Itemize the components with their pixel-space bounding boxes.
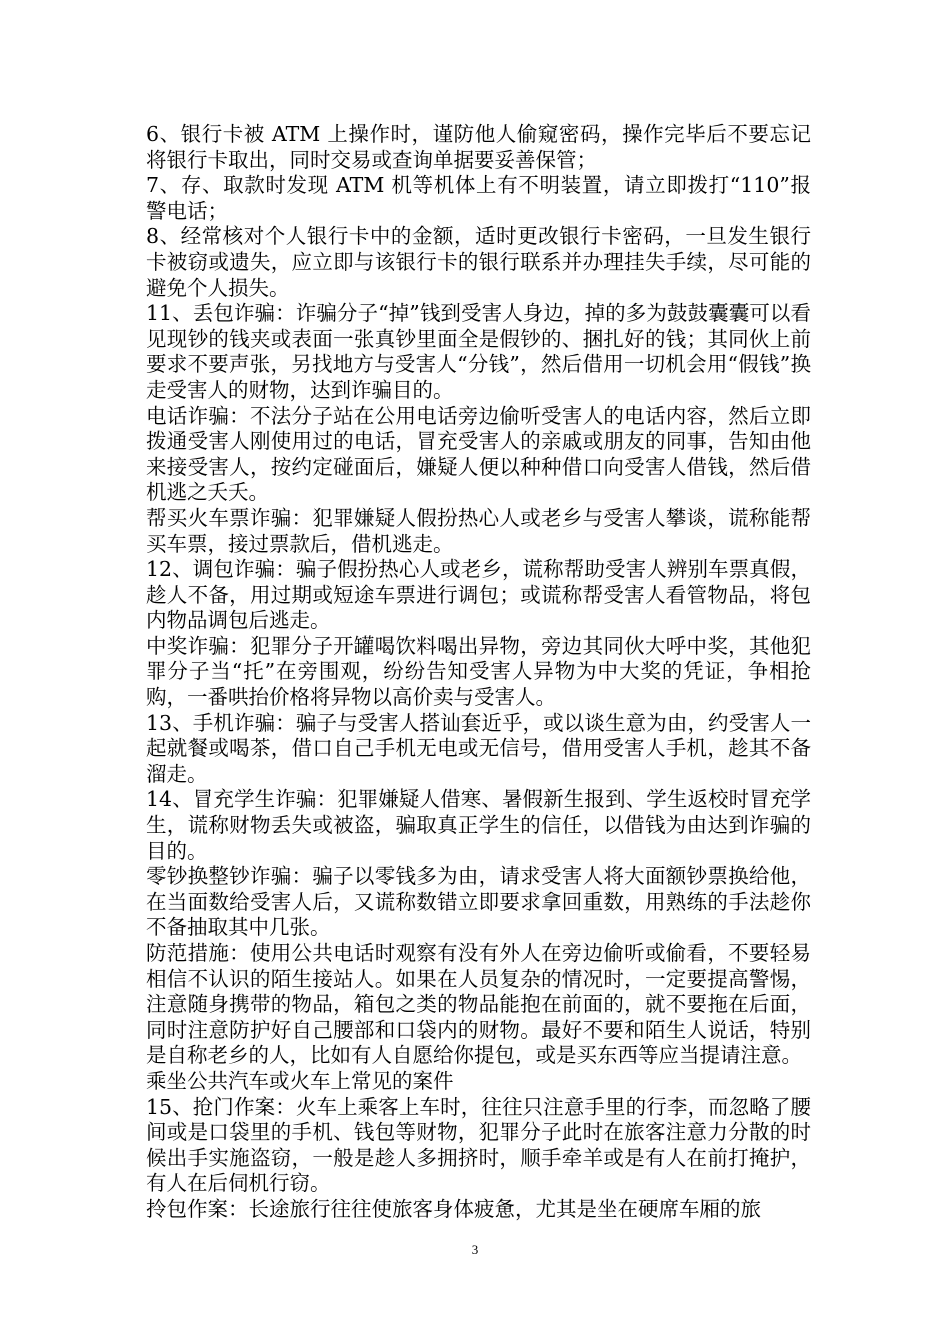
paragraph-train-ticket-scam: 帮买火车票诈骗：犯罪嫌疑人假扮热心人或老乡与受害人攀谈，谎称能帮买车票，接过票款后，借机逃走。: [146, 505, 811, 556]
page-number: 3: [471, 1242, 479, 1257]
paragraph-atm-unknown-device: 7、存、取款时发现 ATM 机等机体上有不明装置，请立即拨打“110”报警电话；: [146, 173, 811, 223]
paragraph-mobile-phone-scam: 13、手机诈骗：骗子与受害人搭讪套近乎，或以谈生意为由，约受害人一起就餐或喝茶，借口自己手机无电或无信号，借用受害人手机，趁其不备溜走。: [146, 710, 811, 786]
section-heading-transport-cases: 乘坐公共汽车或火车上常见的案件: [146, 1068, 454, 1093]
paragraph-bag-theft: 拎包作案：长途旅行往往使旅客身体疲惫，尤其是坐在硬席车厢的旅: [146, 1196, 761, 1221]
paragraph-fake-student-scam: 14、冒充学生诈骗：犯罪嫌疑人借寒、暑假新生报到、学生返校时冒充学生，谎称财物丢失或被盗，骗取真正学生的信任，以借钱为由达到诈骗的目的。: [146, 787, 811, 863]
paragraph-dropped-wallet-scam: 11、丢包诈骗：诈骗分子“掉”钱到受害人身边，掉的多为鼓鼓囊囊可以看见现钞的钱夹或表面一张真钞里面全是假钞的、捆扎好的钱；其同伙上前要求不要声张，另找地方与受害人“分钱”，然后借用一切机会用“假钱”换走受害人的财物，达到诈骗目的。: [146, 301, 811, 402]
paragraph-switch-bag-scam: 12、调包诈骗：骗子假扮热心人或老乡，谎称帮助受害人辨别车票真假，趁人不备，用过期或短途车票进行调包；或谎称帮受害人看管物品，将包内物品调包后逃走。: [146, 557, 811, 633]
paragraph-check-balance: 8、经常核对个人银行卡中的金额，适时更改银行卡密码，一旦发生银行卡被窃或遗失，应立即与该银行卡的银行联系并办理挂失手续，尽可能的避免个人损失。: [146, 224, 811, 300]
paragraph-door-crowding-theft: 15、抢门作案：火车上乘客上车时，往往只注意手里的行李，而忽略了腰间或是口袋里的手机、钱包等财物，犯罪分子此时在旅客注意力分散的时候出手实施盗窃，一般是趁人多拥挤时，顺手牵羊或是有人在前打掩护，有人在后伺机行窃。: [146, 1094, 811, 1196]
paragraph-prevention-measures: 防范措施：使用公共电话时观察有没有外人在旁边偷听或偷看，不要轻易相信不认识的陌生接站人。如果在人员复杂的情况时，一定要提高警惕，注意随身携带的物品，箱包之类的物品能抱在前面的，就不要拖在后面，同时注意防护好自己腰部和口袋内的财物。最好不要和陌生人说话，特别是自称老乡的人，比如有人自愿给你提包，或是买东西等应当提请注意。: [146, 941, 811, 1068]
document-body: [146, 122, 811, 1223]
paragraph-lottery-scam: 中奖诈骗：犯罪分子开罐喝饮料喝出异物，旁边其同伙大呼中奖，其他犯罪分子当“托”在旁围观，纷纷告知受害人异物为中大奖的凭证，争相抢购，一番哄抬价格将异物以高价卖与受害人。: [146, 633, 811, 710]
paragraph-atm-card-removal: 6、银行卡被 ATM 上操作时，谨防他人偷窥密码，操作完毕后不要忘记将银行卡取出，同时交易或查询单据要妥善保管；: [146, 122, 811, 172]
paragraph-change-money-scam: 零钞换整钞诈骗：骗子以零钱多为由，请求受害人将大面额钞票换给他，在当面数给受害人后，又谎称数错立即要求拿回重数，用熟练的手法趁你不备抽取其中几张。: [146, 864, 811, 940]
paragraph-phone-scam: 电话诈骗：不法分子站在公用电话旁边偷听受害人的电话内容，然后立即拨通受害人刚使用过的电话，冒充受害人的亲戚或朋友的同事，告知由他来接受害人，按约定碰面后，嫌疑人便以种种借口向受害人借钱，然后借机逃之夭夭。: [146, 403, 811, 505]
